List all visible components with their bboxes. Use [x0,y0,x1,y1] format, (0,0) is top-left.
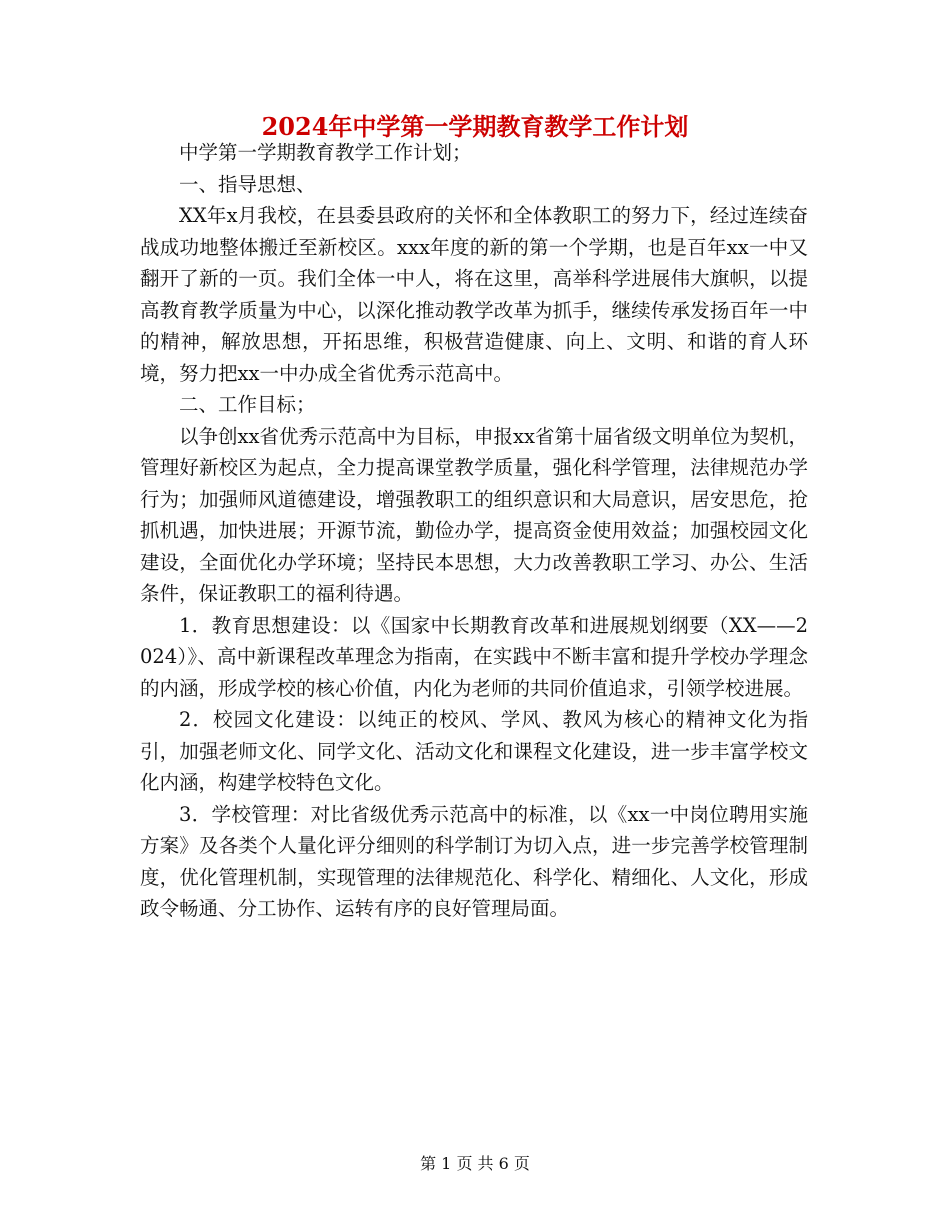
document-title: 2024年中学第一学期教育教学工作计划 [261,112,689,141]
page-footer: 第 1 页 共 6 页 [420,1154,530,1173]
paragraph-intro: 中学第一学期教育教学工作计划； [179,141,472,164]
paragraph-guiding-ideology: XX年x月我校，在县委县政府的关怀和全体教职工的努力下，经过连续奋战成功地整体搬迁至新校区。xxx年度的新的第一个学期，也是百年xx一中又翻开了新的一页。我们全体一中人，将在这里，高举科学进展伟大旗帜，以提高教育教学质量为中心，以深化推动教学改革为抓手，继续传承发扬百年一中的精神，解放思想，开拓思维，积极营造健康、向上、文明、和谐的育人环境，努力把xx一中办成全省优秀示范高中。 [140,204,808,385]
paragraph-work-goals: 以争创xx省优秀示范高中为目标，申报xx省第十届省级文明单位为契机，管理好新校区为起点，全力提高课堂教学质量，强化科学管理，法律规范办学行为；加强师风道德建设，增强教职工的组织意识和大局意识，居安思危，抢抓机遇，加快进展；开源节流，勤俭办学，提高资金使用效益；加强校园文化建设，全面优化办学环境；坚持民本思想，大力改善教职工学习、办公、生活条件，保证教职工的福利待遇。 [140,424,808,605]
heading-guiding-ideology: 一、指导思想、 [179,172,316,196]
paragraph-school-management: 3．学校管理：对比省级优秀示范高中的标准，以《xx一中岗位聘用实施方案》及各类个人量化评分细则的科学制订为切入点，进一步完善学校管理制度，优化管理机制，实现管理的法律规范化、科学化、精细化、人文化，形成政令畅通、分工协作、运转有序的良好管理局面。 [140,802,808,920]
heading-work-goals: 二、工作目标； [179,393,316,416]
document-body [140,137,808,925]
paragraph-campus-culture: 2．校园文化建设：以纯正的校风、学风、教风为核心的精神文化为指引，加强老师文化、同学文化、活动文化和课程文化建设，进一步丰富学校文化内涵，构建学校特色文化。 [140,708,808,794]
paragraph-education-thought: 1．教育思想建设：以《国家中长期教育改革和进展规划纲要（XX——2024）》、高中新课程改革理念为指南，在实践中不断丰富和提升学校办学理念的内涵，形成学校的核心价值，内化为老师的共同价值追求，引领学校进展。 [140,613,808,700]
